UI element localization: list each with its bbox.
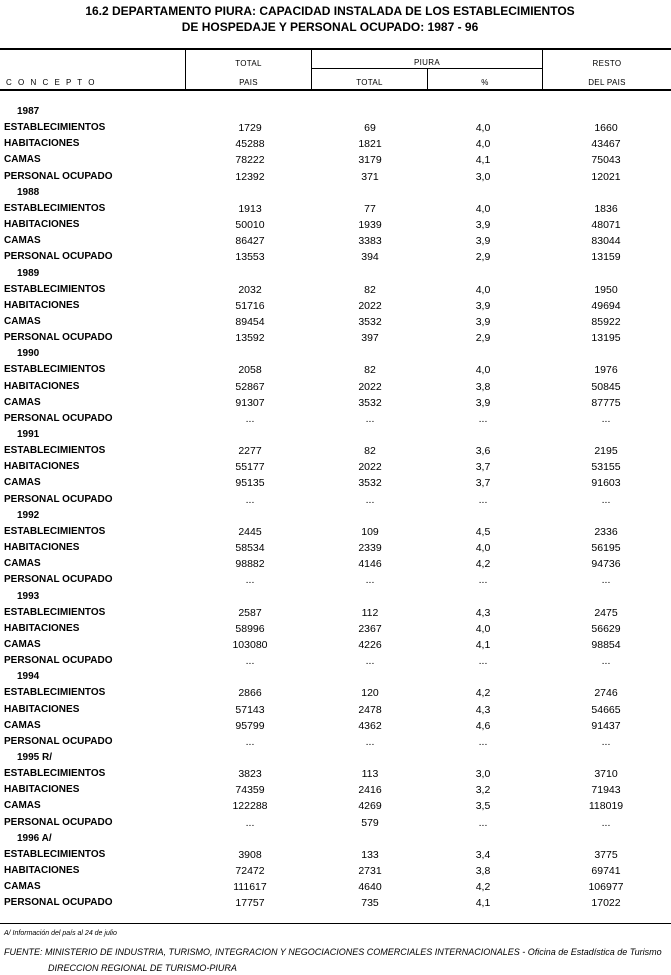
year-row	[0, 750, 671, 766]
resto-pais-cell: 69741	[591, 865, 621, 878]
header-piura-percent: %	[481, 78, 489, 87]
total-pais-cell: 17757	[235, 897, 265, 910]
piura-total-cell: 2022	[358, 299, 382, 312]
piura-total-cell: 69	[364, 122, 376, 135]
header-bottom-rule	[0, 89, 671, 91]
table-title-line-1: 16.2 DEPARTAMENTO PIURA: CAPACIDAD INSTALADA DE LOS ESTABLECIMIENTOS	[85, 4, 575, 18]
row-label: CAMAS	[4, 154, 41, 166]
table-row	[0, 120, 671, 136]
piura-percent-cell: 4,5	[475, 525, 491, 538]
row-label: PERSONAL OCUPADO	[4, 493, 113, 505]
year-label: 1988	[17, 186, 40, 198]
row-label: HABITACIONES	[4, 622, 80, 634]
table-row	[0, 217, 671, 233]
row-label: PERSONAL OCUPADO	[4, 655, 113, 667]
resto-pais-cell: ...	[601, 412, 611, 425]
resto-pais-cell: 49694	[591, 299, 621, 312]
row-label: HABITACIONES	[4, 461, 80, 473]
row-label: CAMAS	[4, 477, 41, 489]
table-row	[0, 136, 671, 152]
year-row	[0, 831, 671, 847]
resto-pais-cell: 1836	[594, 202, 618, 215]
piura-total-cell: 120	[361, 687, 379, 700]
row-label: PERSONAL OCUPADO	[4, 412, 113, 424]
row-label: PERSONAL OCUPADO	[4, 574, 113, 586]
total-pais-cell: ...	[245, 412, 255, 425]
piura-total-cell: 2731	[358, 865, 382, 878]
resto-pais-cell: 1950	[594, 283, 618, 296]
table-row	[0, 492, 671, 508]
row-label: CAMAS	[4, 638, 41, 650]
year-label: 1992	[17, 509, 40, 521]
resto-pais-cell: 12021	[591, 170, 621, 183]
piura-percent-cell: 4,1	[475, 897, 491, 910]
header-total-pais-1: TOTAL	[235, 59, 262, 68]
piura-total-cell: 3179	[358, 154, 382, 167]
footer-rule	[0, 923, 671, 924]
piura-total-cell: ...	[365, 574, 375, 587]
total-pais-cell: 78222	[235, 154, 265, 167]
piura-total-cell: 4640	[358, 881, 382, 894]
table-row	[0, 524, 671, 540]
total-pais-cell: 111617	[233, 881, 267, 894]
piura-total-cell: 4226	[358, 638, 382, 651]
total-pais-cell: 2866	[238, 687, 262, 700]
total-pais-cell: 2032	[238, 283, 262, 296]
piura-total-cell: 4362	[358, 719, 382, 732]
row-label: HABITACIONES	[4, 219, 80, 231]
table-row	[0, 362, 671, 378]
table-row	[0, 815, 671, 831]
piura-total-cell: 3532	[358, 315, 382, 328]
resto-pais-cell: 48071	[591, 219, 621, 232]
year-row	[0, 346, 671, 362]
row-label: HABITACIONES	[4, 138, 80, 150]
row-label: CAMAS	[4, 315, 41, 327]
piura-percent-cell: 4,3	[475, 703, 491, 716]
resto-pais-cell: 94736	[591, 558, 621, 571]
row-label: PERSONAL OCUPADO	[4, 332, 113, 344]
row-label: ESTABLECIMIENTOS	[4, 122, 106, 134]
piura-total-cell: 371	[361, 170, 379, 183]
piura-percent-cell: ...	[478, 735, 488, 748]
piura-percent-cell: 3,7	[475, 477, 491, 490]
piura-total-cell: 77	[364, 202, 376, 215]
piura-percent-cell: 4,2	[475, 558, 491, 571]
table-row	[0, 201, 671, 217]
piura-percent-cell: 4,0	[475, 202, 491, 215]
row-label: ESTABLECIMIENTOS	[4, 283, 106, 295]
table-row	[0, 475, 671, 491]
resto-pais-cell: ...	[601, 493, 611, 506]
resto-pais-cell: 13195	[591, 332, 621, 345]
year-label: 1994	[17, 671, 40, 683]
row-label: HABITACIONES	[4, 865, 80, 877]
resto-pais-cell: 85922	[591, 315, 621, 328]
source-line-1: FUENTE: MINISTERIO DE INDUSTRIA, TURISMO, INTEGRACION Y NEGOCIACIONES COMERCIALES INTERNACIONALES - Oficina de Estadística de Turismo	[4, 947, 662, 957]
resto-pais-cell: 118019	[588, 800, 624, 813]
total-pais-cell: 58534	[235, 542, 265, 555]
piura-total-cell: ...	[365, 412, 375, 425]
piura-total-cell: 82	[364, 283, 376, 296]
table-row	[0, 152, 671, 168]
piura-percent-cell: 3,8	[475, 865, 491, 878]
total-pais-cell: 57143	[235, 703, 265, 716]
resto-pais-cell: 71943	[591, 784, 621, 797]
row-label: PERSONAL OCUPADO	[4, 170, 113, 182]
total-pais-cell: 95135	[235, 477, 265, 490]
resto-pais-cell: 13159	[591, 251, 621, 264]
table-row	[0, 895, 671, 911]
piura-percent-cell: ...	[478, 816, 488, 829]
header-top-rule	[0, 48, 671, 50]
table-row	[0, 314, 671, 330]
row-label: PERSONAL OCUPADO	[4, 897, 113, 909]
piura-percent-cell: 4,3	[475, 606, 491, 619]
piura-total-cell: 3532	[358, 396, 382, 409]
table-row	[0, 282, 671, 298]
resto-pais-cell: 75043	[591, 154, 621, 167]
table-row	[0, 169, 671, 185]
row-label: ESTABLECIMIENTOS	[4, 848, 106, 860]
piura-percent-cell: 4,0	[475, 122, 491, 135]
table-row	[0, 847, 671, 863]
piura-percent-cell: 4,0	[475, 622, 491, 635]
resto-pais-cell: 50845	[591, 380, 621, 393]
header-resto-2: DEL PAIS	[588, 78, 626, 87]
piura-total-cell: 394	[361, 251, 379, 264]
year-label: 1989	[17, 267, 40, 279]
row-label: PERSONAL OCUPADO	[4, 251, 113, 263]
row-label: ESTABLECIMIENTOS	[4, 606, 106, 618]
table-row	[0, 395, 671, 411]
piura-total-cell: ...	[365, 735, 375, 748]
row-label: CAMAS	[4, 558, 41, 570]
piura-percent-cell: 4,0	[475, 364, 491, 377]
resto-pais-cell: ...	[601, 816, 611, 829]
resto-pais-cell: 17022	[591, 897, 621, 910]
row-label: HABITACIONES	[4, 703, 80, 715]
resto-pais-cell: 53155	[591, 461, 621, 474]
row-label: CAMAS	[4, 800, 41, 812]
resto-pais-cell: 43467	[591, 138, 621, 151]
header-piura-total: TOTAL	[356, 78, 383, 87]
total-pais-cell: 86427	[235, 235, 265, 248]
piura-total-cell: 2022	[358, 380, 382, 393]
year-label: 1995 R/	[17, 752, 53, 763]
piura-total-cell: 735	[361, 897, 379, 910]
table-title-line-2: DE HOSPEDAJE Y PERSONAL OCUPADO: 1987 - 96	[181, 20, 479, 34]
piura-total-cell: 82	[364, 364, 376, 377]
piura-underline	[311, 68, 542, 69]
piura-total-cell: 2367	[358, 622, 382, 635]
piura-percent-cell: 3,7	[475, 461, 491, 474]
total-pais-cell: ...	[245, 493, 255, 506]
resto-pais-cell: 3710	[594, 768, 618, 781]
table-row	[0, 782, 671, 798]
resto-pais-cell: ...	[601, 655, 611, 668]
source-line-2: DIRECCION REGIONAL DE TURISMO-PIURA	[48, 963, 237, 973]
piura-percent-cell: 3,9	[475, 396, 491, 409]
table-row	[0, 330, 671, 346]
piura-percent-cell: 4,1	[475, 154, 491, 167]
piura-percent-cell: ...	[478, 412, 488, 425]
total-pais-cell: 103080	[232, 638, 268, 651]
piura-total-cell: 4146	[358, 558, 382, 571]
year-row	[0, 266, 671, 282]
piura-total-cell: 2022	[358, 461, 382, 474]
resto-pais-cell: 91603	[591, 477, 621, 490]
piura-percent-cell: 3,6	[475, 445, 491, 458]
row-label: HABITACIONES	[4, 784, 80, 796]
table-row	[0, 605, 671, 621]
row-label: CAMAS	[4, 396, 41, 408]
piura-percent-cell: ...	[478, 574, 488, 587]
piura-total-cell: 3383	[358, 235, 382, 248]
total-pais-cell: 2277	[238, 445, 262, 458]
row-label: ESTABLECIMIENTOS	[4, 768, 106, 780]
table-row	[0, 766, 671, 782]
piura-percent-cell: 3,2	[475, 784, 491, 797]
year-label: 1990	[17, 348, 40, 360]
piura-total-cell: 82	[364, 445, 376, 458]
total-pais-cell: 52867	[235, 380, 265, 393]
year-row	[0, 669, 671, 685]
year-label: 1991	[17, 429, 40, 440]
header-concepto: C O N C E P T O	[6, 78, 97, 87]
total-pais-cell: 72472	[235, 865, 265, 878]
piura-percent-cell: 3,0	[475, 768, 491, 781]
piura-total-cell: 133	[361, 848, 379, 861]
resto-pais-cell: 2336	[594, 525, 618, 538]
total-pais-cell: 95799	[235, 719, 265, 732]
total-pais-cell: 13553	[235, 251, 265, 264]
row-label: ESTABLECIMIENTOS	[4, 445, 106, 457]
table-row	[0, 702, 671, 718]
piura-percent-cell: 4,1	[475, 638, 491, 651]
piura-total-cell: 2478	[358, 703, 382, 716]
table-row	[0, 249, 671, 265]
header-total-pais-2: PAIS	[239, 78, 258, 87]
resto-pais-cell: 2475	[594, 606, 618, 619]
row-label: HABITACIONES	[4, 542, 80, 554]
resto-pais-cell: 1660	[594, 122, 618, 135]
table-row	[0, 379, 671, 395]
year-label: 1996 A/	[17, 832, 52, 844]
resto-pais-cell: 2195	[594, 445, 618, 458]
total-pais-cell: ...	[245, 655, 255, 668]
piura-total-cell: 397	[361, 332, 379, 345]
year-row	[0, 427, 671, 443]
table-row	[0, 572, 671, 588]
total-pais-cell: 51716	[235, 299, 265, 312]
piura-percent-cell: 3,9	[475, 235, 491, 248]
table-row	[0, 637, 671, 653]
row-label: ESTABLECIMIENTOS	[4, 202, 106, 214]
table-row	[0, 718, 671, 734]
total-pais-cell: 91307	[235, 396, 265, 409]
total-pais-cell: 12392	[235, 170, 265, 183]
total-pais-cell: 2587	[238, 606, 262, 619]
resto-pais-cell: ...	[601, 735, 611, 748]
total-pais-cell: 1729	[238, 122, 262, 135]
year-row	[0, 589, 671, 605]
row-label: CAMAS	[4, 235, 41, 247]
resto-pais-cell: ...	[601, 574, 611, 587]
piura-percent-cell: 3,8	[475, 380, 491, 393]
row-label: CAMAS	[4, 719, 41, 731]
piura-percent-cell: 4,2	[475, 881, 491, 894]
row-label: HABITACIONES	[4, 299, 80, 311]
piura-percent-cell: 4,0	[475, 542, 491, 555]
total-pais-cell: 98882	[235, 558, 265, 571]
footnote: A/ Información del país al 24 de julio	[4, 930, 117, 937]
piura-percent-cell: 3,5	[475, 800, 491, 813]
resto-pais-cell: 56195	[591, 542, 621, 555]
piura-total-cell: 2416	[358, 784, 382, 797]
piura-total-cell: 112	[361, 606, 379, 619]
piura-percent-cell: 2,9	[475, 332, 491, 345]
table-row	[0, 233, 671, 249]
total-pais-cell: ...	[245, 574, 255, 587]
header-resto-1: RESTO	[592, 59, 622, 68]
table-row	[0, 621, 671, 637]
piura-percent-cell: 3,9	[475, 219, 491, 232]
table-row	[0, 540, 671, 556]
row-label: CAMAS	[4, 881, 41, 893]
total-pais-cell: 2058	[238, 364, 262, 377]
total-pais-cell: 58996	[235, 622, 265, 635]
piura-total-cell: 113	[361, 768, 379, 781]
piura-total-cell: 3532	[358, 477, 382, 490]
piura-percent-cell: 3,0	[475, 170, 491, 183]
total-pais-cell: 74359	[235, 784, 265, 797]
resto-pais-cell: 87775	[591, 396, 621, 409]
row-label: ESTABLECIMIENTOS	[4, 525, 106, 537]
table-row	[0, 298, 671, 314]
total-pais-cell: ...	[245, 735, 255, 748]
piura-percent-cell: 4,0	[475, 283, 491, 296]
total-pais-cell: 55177	[235, 461, 265, 474]
year-row	[0, 185, 671, 201]
table-row	[0, 653, 671, 669]
piura-total-cell: 1821	[358, 138, 382, 151]
total-pais-cell: 3823	[238, 768, 262, 781]
piura-percent-cell: 2,9	[475, 251, 491, 264]
table-row	[0, 798, 671, 814]
piura-total-cell: 4269	[358, 800, 382, 813]
piura-total-cell: 1939	[358, 219, 382, 232]
row-label: PERSONAL OCUPADO	[4, 816, 113, 828]
piura-percent-cell: 4,2	[475, 687, 491, 700]
resto-pais-cell: 91437	[591, 719, 621, 732]
total-pais-cell: 2445	[238, 525, 262, 538]
total-pais-cell: 50010	[235, 219, 265, 232]
year-row	[0, 104, 671, 120]
total-pais-cell: 3908	[238, 848, 262, 861]
piura-total-cell: ...	[365, 655, 375, 668]
total-pais-cell: 13592	[235, 332, 265, 345]
table-row	[0, 863, 671, 879]
piura-percent-cell: 4,0	[475, 138, 491, 151]
year-row	[0, 508, 671, 524]
total-pais-cell: ...	[245, 816, 255, 829]
resto-pais-cell: 3775	[594, 848, 618, 861]
piura-percent-cell: 3,9	[475, 315, 491, 328]
year-label: 1993	[17, 590, 40, 602]
table-row	[0, 685, 671, 701]
resto-pais-cell: 2746	[594, 687, 618, 700]
piura-percent-cell: ...	[478, 655, 488, 668]
piura-percent-cell: 3,4	[475, 848, 491, 861]
table-row	[0, 459, 671, 475]
piura-total-cell: 579	[361, 816, 379, 829]
row-label: ESTABLECIMIENTOS	[4, 364, 106, 376]
table-row	[0, 734, 671, 750]
resto-pais-cell: 98854	[591, 638, 621, 651]
piura-total-cell: 2339	[358, 542, 382, 555]
resto-pais-cell: 1976	[594, 364, 618, 377]
row-label: HABITACIONES	[4, 380, 80, 392]
table-row	[0, 879, 671, 895]
resto-pais-cell: 83044	[591, 235, 621, 248]
year-label: 1987	[17, 106, 40, 117]
table-row	[0, 411, 671, 427]
total-pais-cell: 122288	[232, 800, 268, 813]
row-label: PERSONAL OCUPADO	[4, 735, 113, 747]
resto-pais-cell: 106977	[588, 881, 624, 894]
resto-pais-cell: 54665	[591, 703, 621, 716]
total-pais-cell: 89454	[235, 315, 265, 328]
row-label: ESTABLECIMIENTOS	[4, 687, 106, 699]
resto-pais-cell: 56629	[591, 622, 621, 635]
piura-percent-cell: 4,6	[475, 719, 491, 732]
header-piura: PIURA	[414, 58, 440, 67]
total-pais-cell: 45288	[235, 138, 265, 151]
piura-total-cell: ...	[365, 493, 375, 506]
total-pais-cell: 1913	[238, 202, 262, 215]
piura-percent-cell: 3,9	[475, 299, 491, 312]
table-row	[0, 443, 671, 459]
table-row	[0, 556, 671, 572]
piura-total-cell: 109	[361, 525, 379, 538]
piura-percent-cell: ...	[478, 493, 488, 506]
